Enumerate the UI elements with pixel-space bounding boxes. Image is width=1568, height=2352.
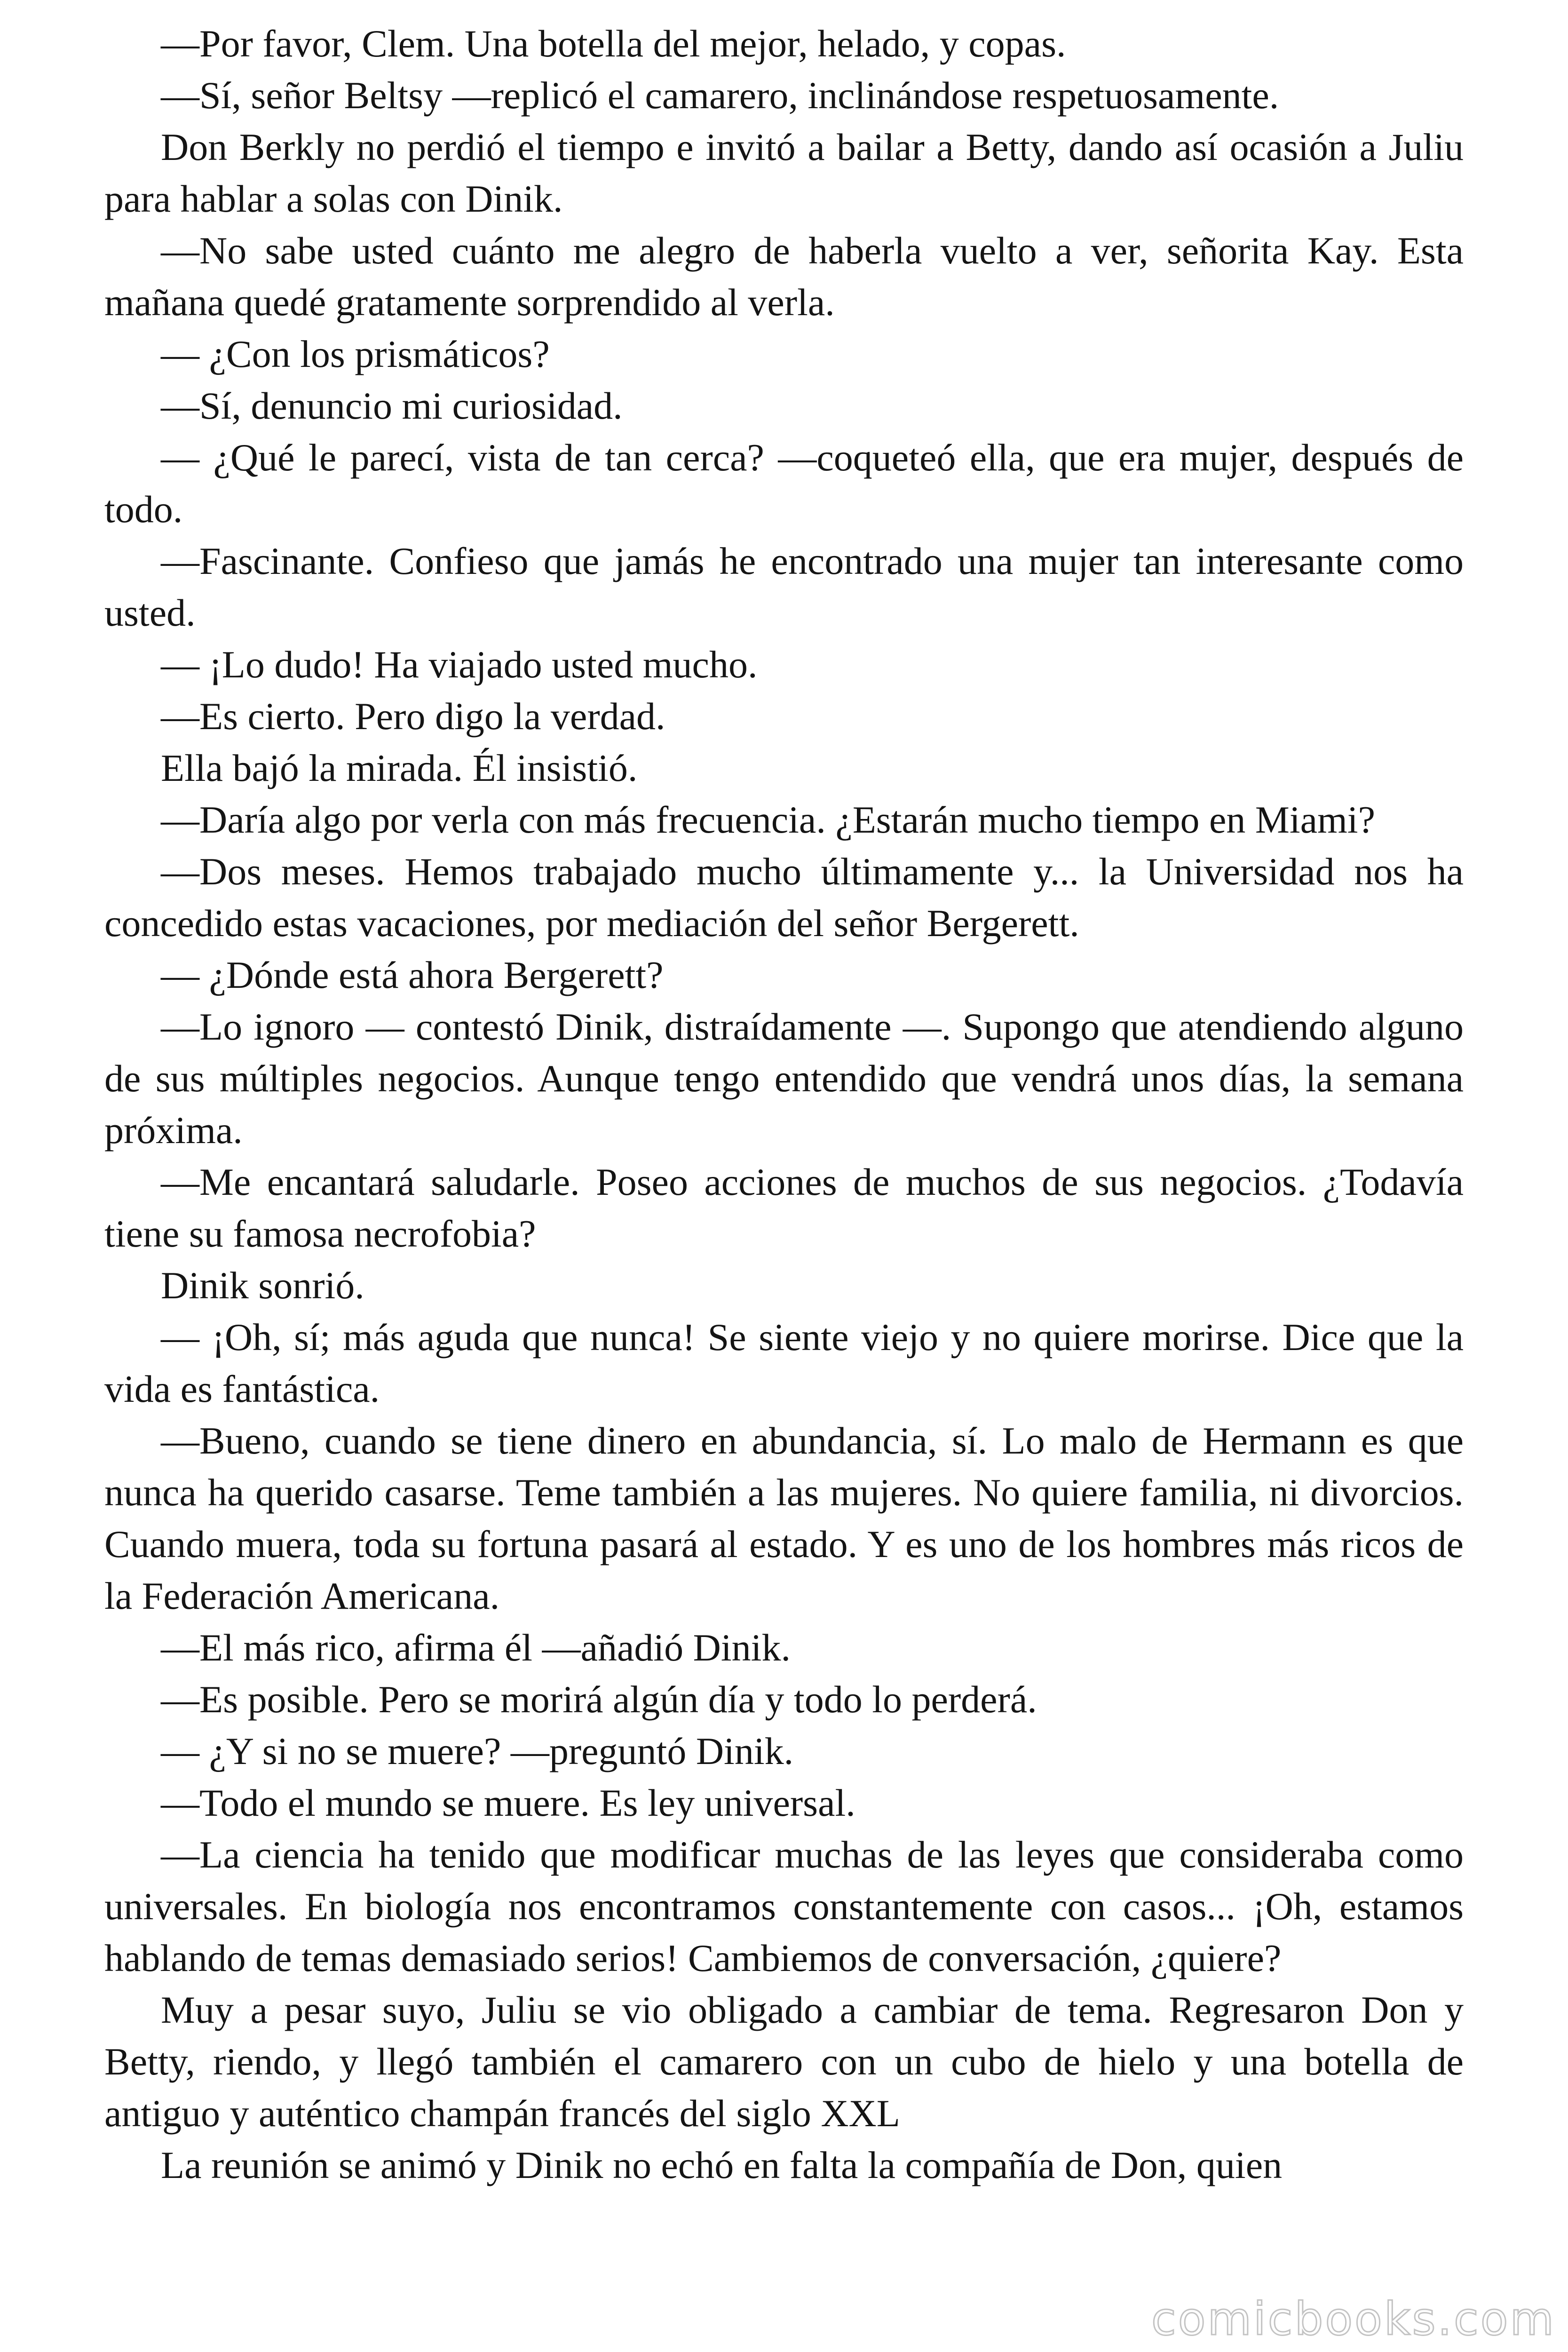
paragraph: — ¿Dónde está ahora Bergerett? [161, 954, 664, 996]
paragraph: — ¡Lo dudo! Ha viajado usted mucho. [161, 643, 758, 686]
paragraph: —Daría algo por verla con más frecuencia. ¿Estarán mucho tiempo en Miami? [161, 798, 1375, 841]
paragraph: Muy a pesar suyo, Juliu se vio obligado a cambiar de tema. Regresaron Don y Betty, riendo, y llegó también el camarero con un cubo de hielo y una botella de antiguo y auténtico champán francés del siglo XXL [104, 1988, 1464, 2135]
site-watermark: comicbooks.com [1151, 2293, 1556, 2345]
paragraph: —Todo el mundo se muere. Es ley universal. [161, 1781, 855, 1824]
paragraph: —Es posible. Pero se morirá algún día y todo lo perderá. [161, 1678, 1037, 1721]
paragraph: Ella bajó la mirada. Él insistió. [161, 747, 638, 789]
paragraph: Don Berkly no perdió el tiempo e invitó a bailar a Betty, dando así ocasión a Juliu para hablar a solas con Dinik. [104, 126, 1464, 220]
body-text [104, 18, 1464, 2191]
paragraph: — ¿Con los prismáticos? [161, 333, 550, 375]
paragraph: —El más rico, afirma él —añadió Dinik. [161, 1626, 791, 1669]
paragraph: — ¿Qué le parecí, vista de tan cerca? —coqueteó ella, que era mujer, después de todo. [104, 436, 1464, 531]
paragraph: — ¿Y si no se muere? —preguntó Dinik. [161, 1730, 794, 1772]
paragraph: —Me encantará saludarle. Poseo acciones de muchos de sus negocios. ¿Todavía tiene su famosa necrofobia? [104, 1160, 1464, 1255]
paragraph: —Dos meses. Hemos trabajado mucho últimamente y... la Universidad nos ha concedido estas vacaciones, por mediación del señor Bergerett. [104, 850, 1464, 945]
paragraph: —Por favor, Clem. Una botella del mejor, helado, y copas. [161, 22, 1066, 65]
paragraph: —La ciencia ha tenido que modificar muchas de las leyes que consideraba como universales. En biología nos encontramos constantemente con casos... ¡Oh, estamos hablando de temas demasiado serios! Cambiemos de conversación, ¿quiere? [104, 1833, 1464, 1979]
paragraph: —Bueno, cuando se tiene dinero en abundancia, sí. Lo malo de Hermann es que nunca ha querido casarse. Teme también a las mujeres. No quiere familia, ni divorcios. Cuando muera, toda su fortuna pasará al estado. Y es uno de los hombres más ricos de la Federación Americana. [104, 1419, 1464, 1617]
paragraph: —Lo ignoro — contestó Dinik, distraídamente —. Supongo que atendiendo alguno de sus múltiples negocios. Aunque tengo entendido que vendrá unos días, la semana próxima. [104, 1005, 1464, 1152]
paragraph: —Es cierto. Pero digo la verdad. [161, 695, 665, 738]
paragraph: La reunión se animó y Dinik no echó en falta la compañía de Don, quien [161, 2144, 1283, 2186]
paragraph: Dinik sonrió. [161, 1264, 364, 1307]
paragraph: —Sí, señor Beltsy —replicó el camarero, inclinándose respetuosamente. [161, 74, 1279, 117]
paragraph: —No sabe usted cuánto me alegro de haberla vuelto a ver, señorita Kay. Esta mañana quedé gratamente sorprendido al verla. [104, 229, 1464, 324]
paragraph: —Sí, denuncio mi curiosidad. [161, 384, 623, 427]
paragraph: —Fascinante. Confieso que jamás he encontrado una mujer tan interesante como usted. [104, 540, 1464, 634]
paragraph: — ¡Oh, sí; más aguda que nunca! Se siente viejo y no quiere morirse. Dice que la vida es fantástica. [104, 1316, 1464, 1410]
